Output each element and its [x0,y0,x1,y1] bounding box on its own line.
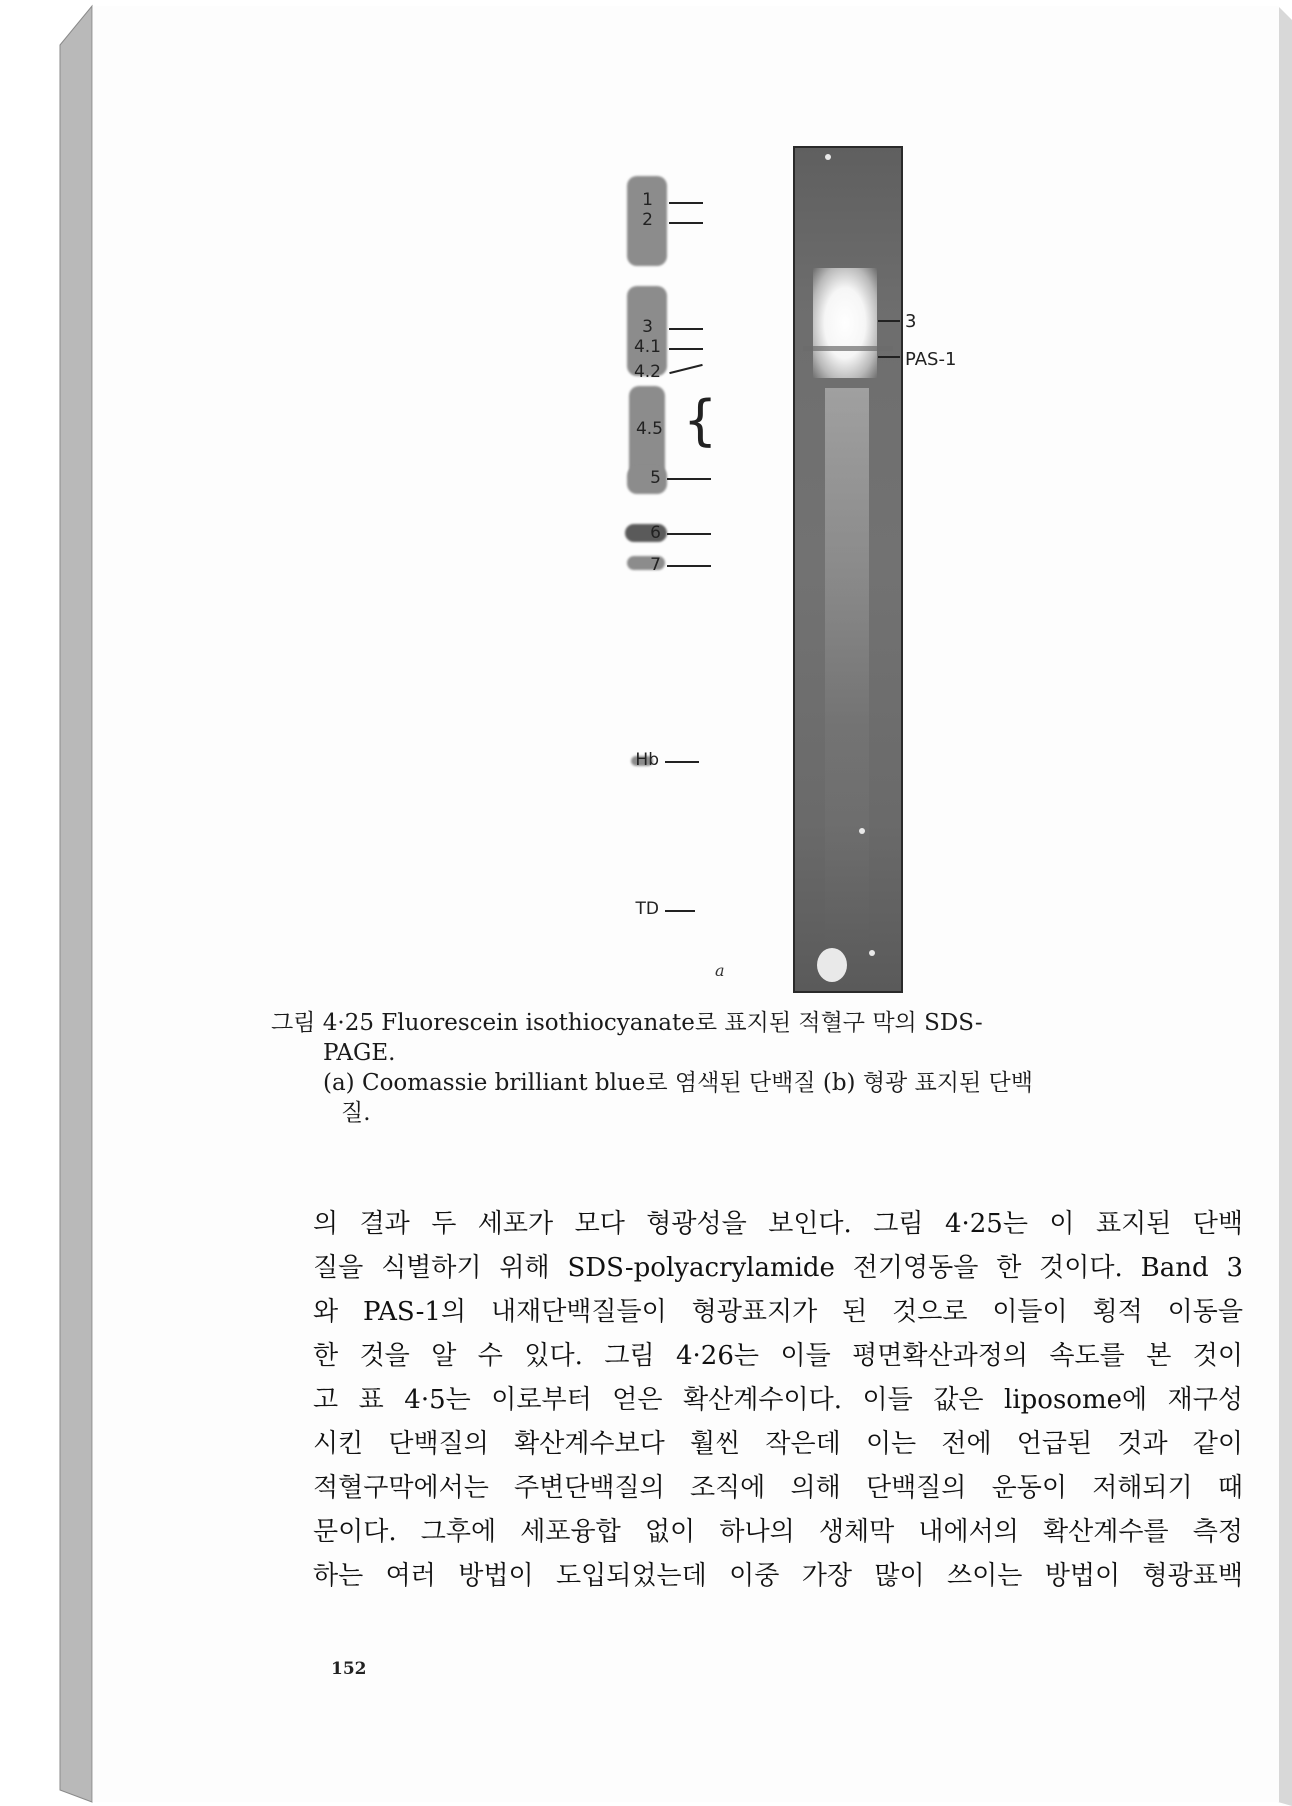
lane-label: 4.2 [633,362,661,382]
panel-label-a: a [715,961,725,980]
label-tick [878,320,900,322]
label-tick [669,328,703,330]
gel-streak [825,388,869,948]
caption-line: 질. [341,1100,371,1126]
figure-caption [271,1008,1211,1128]
lane-label: 3 [642,317,653,337]
caption-line: PAGE. [323,1040,396,1066]
lane-b-label: PAS-1 [905,349,957,370]
body-line: 시킨 단백질의 확산계수보다 훨씬 작은데 이는 전에 언급된 것과 같이 [313,1429,1243,1459]
gel-spot [825,154,831,160]
body-line: 하는 여러 방법이 도입되었는데 이중 가장 많이 쓰이는 방법이 형광표백 [313,1561,1243,1591]
body-line: 의 결과 두 세포가 모다 형광성을 보인다. 그림 4·25는 이 표지된 단백 [313,1209,1243,1239]
label-tick [667,533,711,535]
brace-icon: { [683,389,718,452]
body-line: 적혈구막에서는 주변단백질의 조직에 의해 단백질의 운동이 저해되기 때 [313,1473,1243,1503]
gel-spot [859,828,865,834]
band-gap [803,346,893,351]
label-tick [669,222,703,224]
lane-label: 4.5 [635,419,663,439]
label-tick [667,565,711,567]
lane-label: 2 [642,210,653,230]
label-tick [669,202,703,204]
lane-label: 7 [650,555,661,575]
label-tick [665,910,695,912]
lane-b-label: 3 [905,311,917,332]
body-line: 문이다. 그후에 세포융합 없이 하나의 생체막 내에서의 확산계수를 측정 [313,1517,1243,1547]
body-line: 와 PAS-1의 내재단백질들이 형광표지가 된 것으로 이들이 횡적 이동을 [313,1297,1243,1327]
body-line: 질을 식별하기 위해 SDS-polyacrylamide 전기영동을 한 것이다. Band 3 [313,1253,1243,1283]
caption-line: 그림 4·25 Fluorescein isothiocyanate로 표지된 적혈구 막의 SDS- [271,1010,983,1036]
lane-label: 4.1 [633,337,661,357]
lane-label: 5 [650,468,661,488]
lane-label: TD [635,899,659,919]
label-tick [669,348,703,350]
document-page [92,6,1279,1802]
lane-label: 1 [642,190,653,210]
caption-line: (a) Coomassie brilliant blue로 염색된 단백질 (b) 형광 표지된 단백 [323,1070,1033,1096]
lane-label: 6 [650,523,661,543]
body-line: 한 것을 알 수 있다. 그림 4·26는 이들 평면확산과정의 속도를 본 것이 [313,1341,1243,1371]
body-line: 고 표 4·5는 이로부터 얻은 확산계수이다. 이들 값은 liposome에 재구성 [313,1385,1243,1415]
lane-b-fluorescence [793,146,903,993]
label-tick [878,356,900,358]
label-tick [665,761,699,763]
gel-figure [93,6,1279,1006]
gel-spot [869,950,875,956]
gel-well [817,948,847,982]
lane-label: Hb [635,750,659,770]
fluorescent-band [813,268,877,378]
label-tick [667,478,711,480]
page-number: 152 [331,1659,367,1679]
body-paragraph [221,1202,1265,1598]
